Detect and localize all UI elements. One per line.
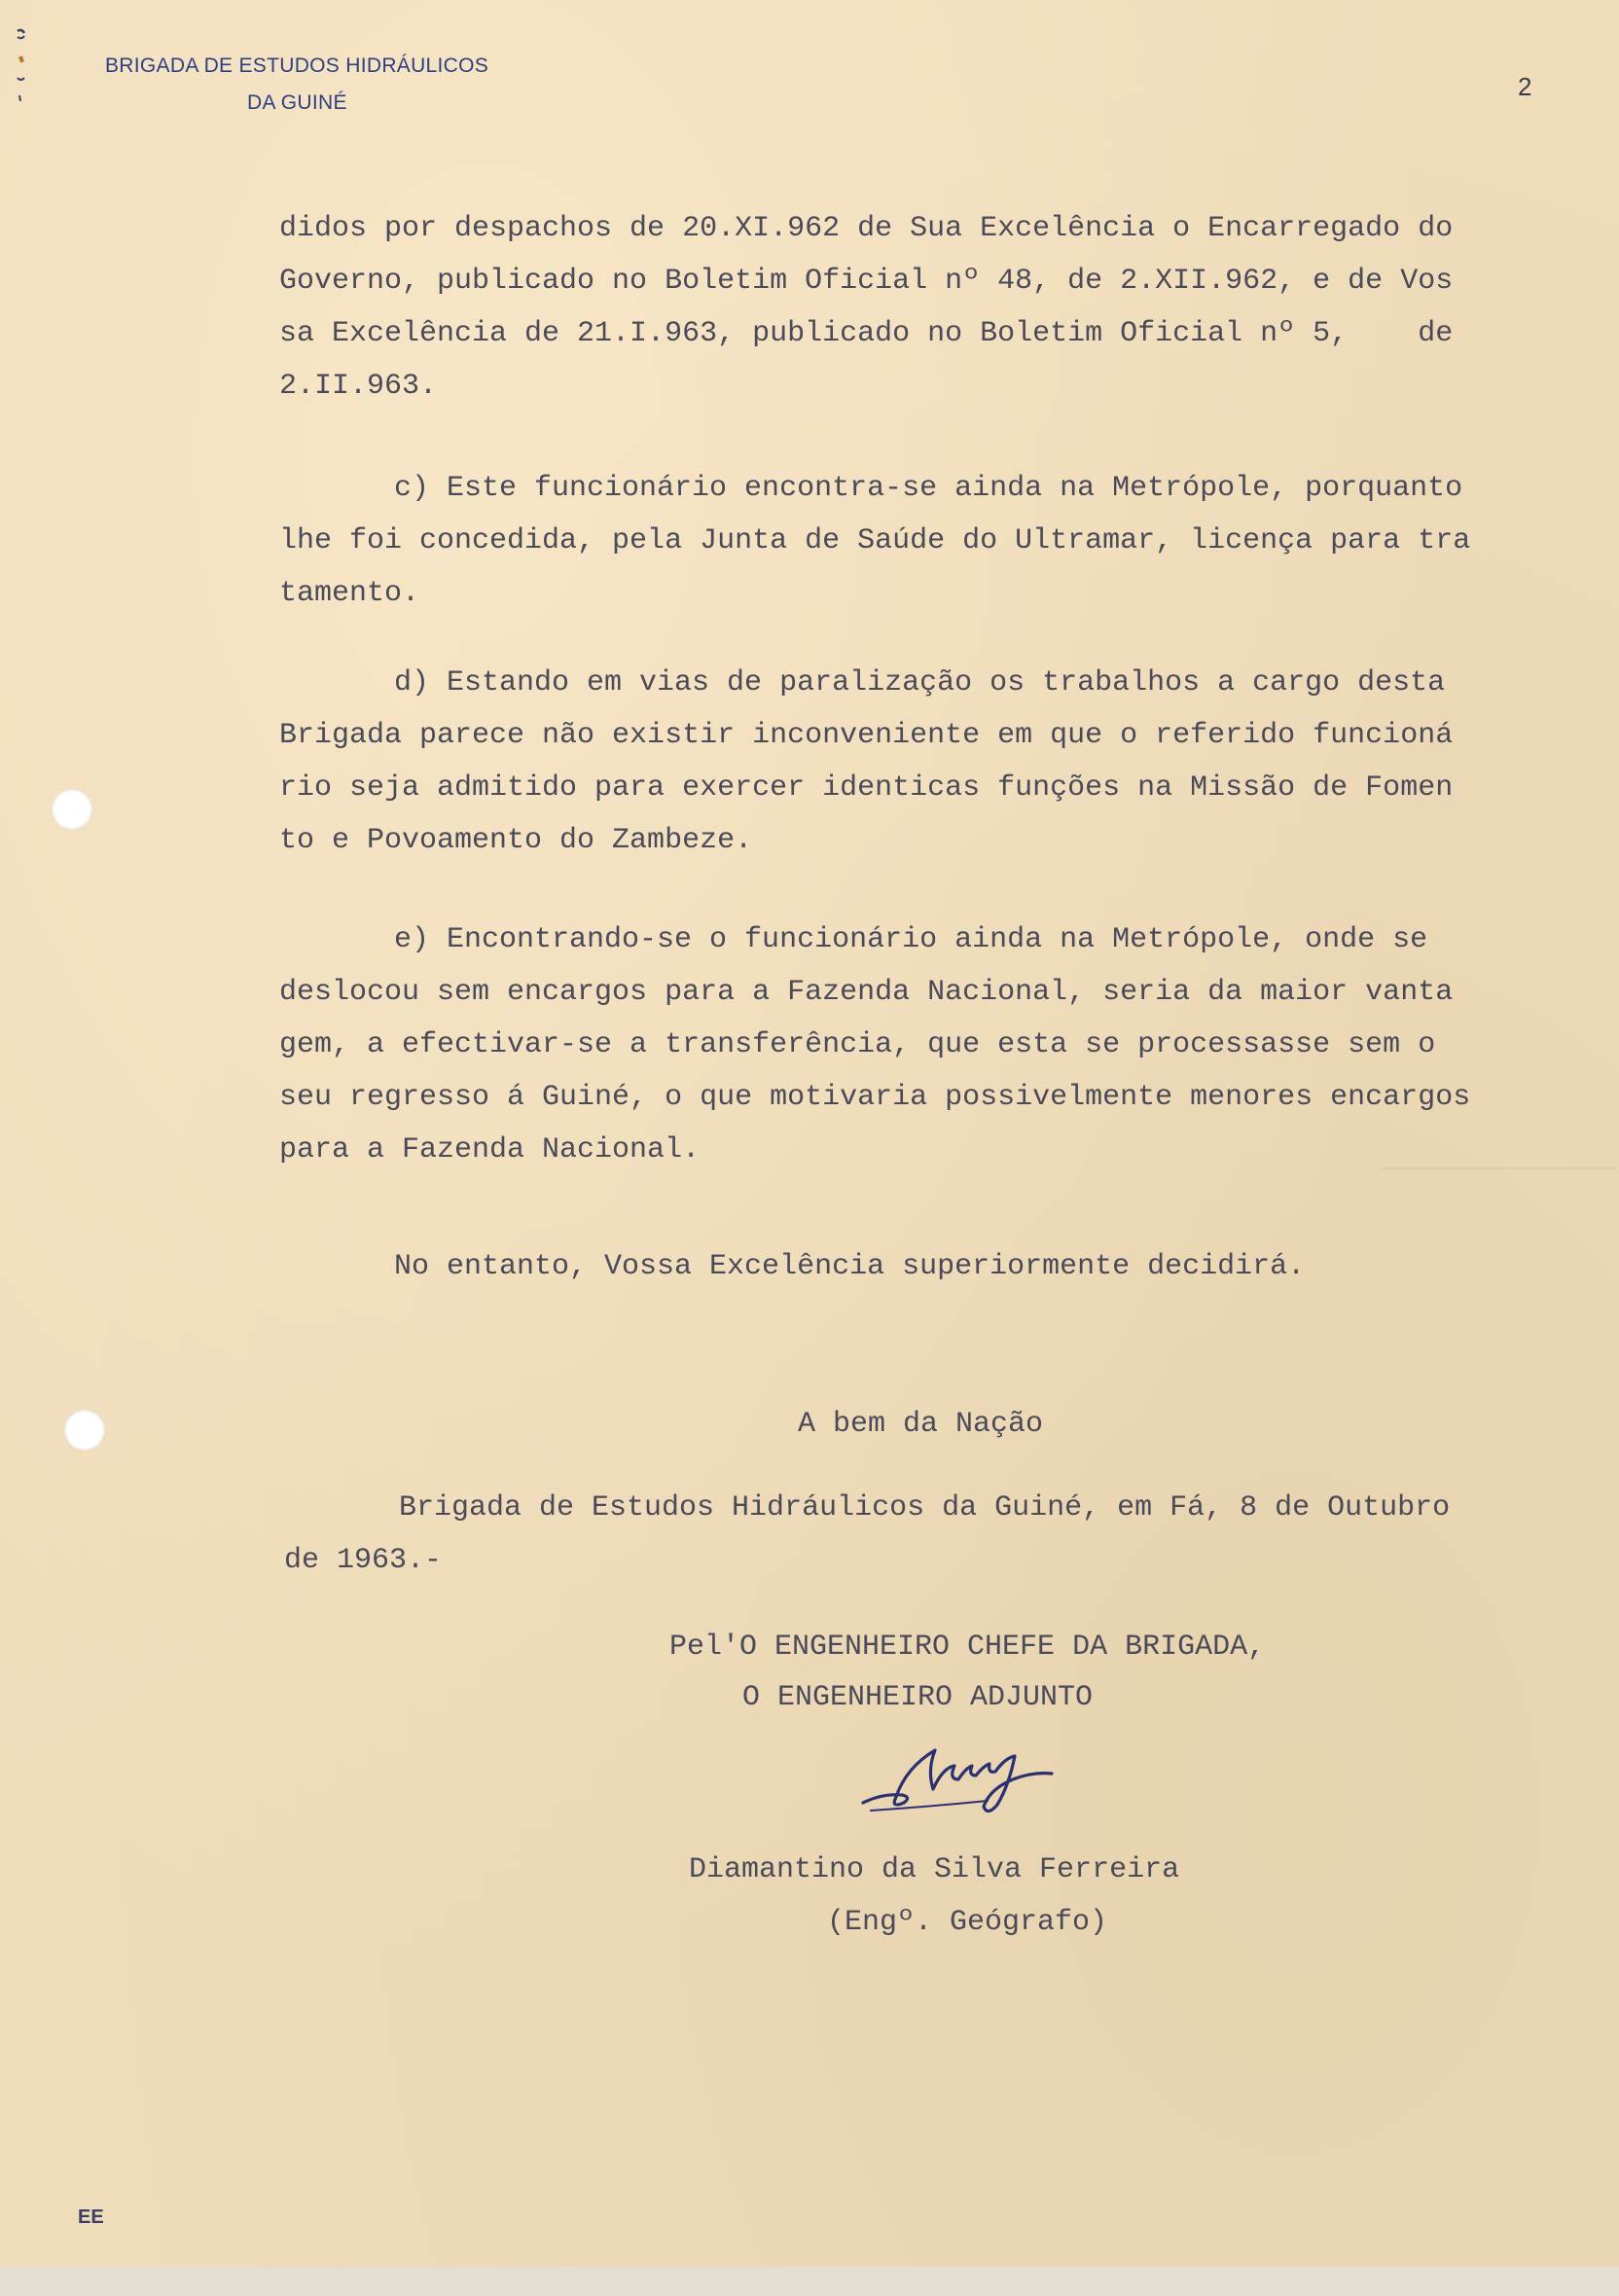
body-line: 2.II.963. [279,370,438,403]
punch-hole [64,1410,105,1451]
place-date-line: de 1963.- [284,1544,443,1577]
scan-bottom-strip [0,2267,1619,2296]
place-date-line: Brigada de Estudos Hidráulicos da Guiné, em Fá, 8 de Outubro [399,1491,1451,1525]
body-line: rio seja admitido para exercer identicas funções na Missão de Fomen [279,771,1454,805]
signatory-title: O ENGENHEIRO ADJUNTO [742,1681,1094,1714]
body-line: Governo, publicado no Boletim Oficial nº 48, de 2.XII.962, e de Vos [279,265,1454,298]
body-line: d) Estando em vias de paralização os trabalhos a cargo desta [394,666,1446,700]
body-line: tamento. [279,577,420,610]
closing-remark: No entanto, Vossa Excelência superiormente decidirá. [394,1250,1306,1283]
body-line: deslocou sem encargos para a Fazenda Nacional, seria da maior vanta [279,976,1454,1009]
salutation: A bem da Nação [798,1408,1044,1441]
body-line: didos por despachos de 20.XI.962 de Sua Excelência o Encarregado do [279,212,1454,245]
signatory-name: Diamantino da Silva Ferreira [689,1853,1180,1886]
body-line: seu regresso á Guiné, o que motivaria possivelmente menores encargos [279,1081,1471,1114]
punch-hole [52,789,92,830]
paper-fold [1382,1167,1615,1169]
signatory-title: Pel'O ENGENHEIRO CHEFE DA BRIGADA, [669,1631,1266,1664]
body-line: sa Excelência de 21.I.963, publicado no Boletim Oficial nº 5, de [279,317,1454,350]
letterhead-line-1: BRIGADA DE ESTUDOS HIDRÁULICOS [105,54,489,77]
body-line: e) Encontrando-se o funcionário ainda na Metrópole, onde se [394,923,1428,956]
body-line: to e Povoamento do Zambeze. [279,824,753,857]
page-number: 2 [1518,72,1532,101]
body-line: Brigada parece não existir inconveniente em que o referido funcioná [279,719,1454,752]
signatory-role: (Engº. Geógrafo) [827,1906,1108,1939]
footer-code: EE [78,2206,104,2228]
body-line: para a Fazenda Nacional. [279,1133,701,1166]
body-line: c) Este funcionário encontra-se ainda na Metrópole, porquanto [394,472,1463,505]
body-line: gem, a efectivar-se a transferência, que esta se processasse sem o [279,1028,1436,1061]
handwritten-signature [851,1727,1114,1819]
letterhead-line-2: DA GUINÉ [247,91,347,114]
body-line: lhe foi concedida, pela Junta de Saúde do Ultramar, licença para tra [279,524,1471,557]
